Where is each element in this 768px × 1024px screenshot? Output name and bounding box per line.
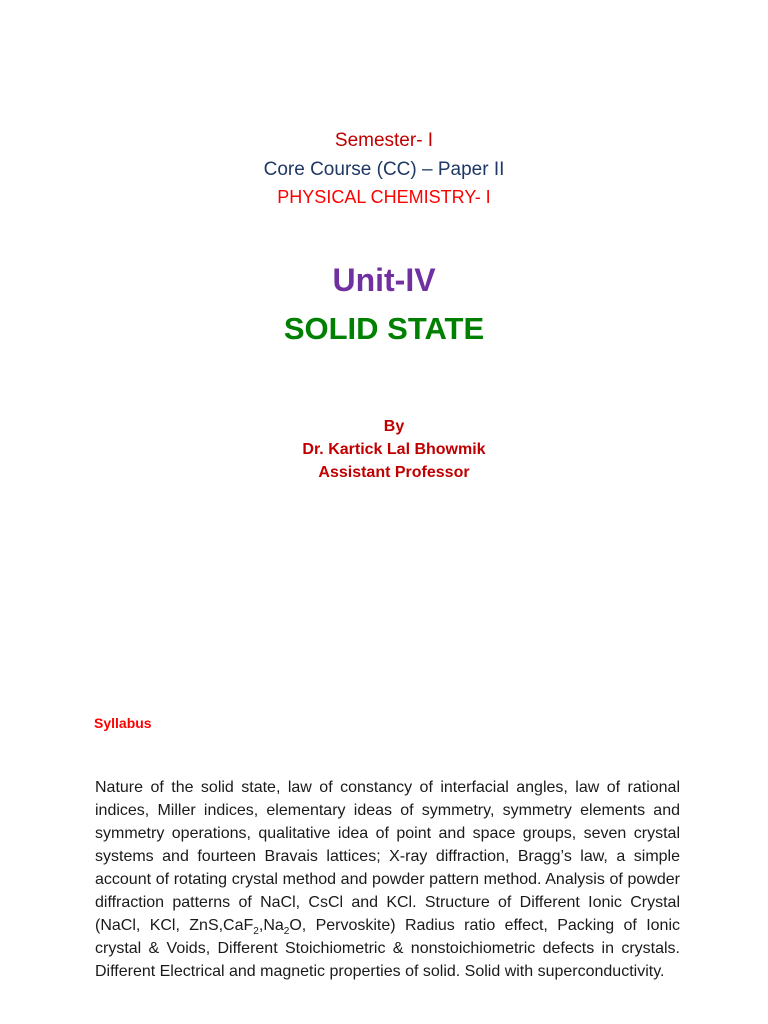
syllabus-text-part3: O, Pervoskite) Radius ratio effect, Packing of Ionic crystal & Voids, Different Stoichiometric & nonstoichiometric defects in crystals. Different Electrical and magnetic properties of solid. Solid with superconductivity. — [95, 917, 681, 980]
author-designation: Assistant Professor — [318, 464, 470, 481]
syllabus-text-na: Na — [263, 917, 284, 934]
syllabus-text-part1: Nature of the solid state, law of constancy of interfacial angles, law of rational indices, Miller indices, elementary ideas of symmetry, symmetry elements and symmetry operations, qualitative idea of point and space groups, seven crystal systems and fourteen Bravais lattices; X-ray diffraction, Bragg’s law, a simple account of rotating crystal method and powder pattern method. Analysis of powder diffraction patterns of NaCl, CsCl and KCl. Structure of Different Ionic Crystal (NaCl, KCl, ZnS,CaF — [95, 779, 680, 934]
subject-label: PHYSICAL CHEMISTRY- I — [277, 187, 491, 207]
syllabus-heading: Syllabus — [94, 715, 152, 731]
author-by: By — [383, 418, 405, 435]
unit-topic: SOLID STATE — [283, 311, 485, 346]
subscript-na2o: 2 — [283, 926, 290, 938]
author-name: Dr. Kartick Lal Bhowmik — [302, 441, 486, 458]
subscript-caf2: 2 — [253, 926, 259, 938]
course-label: Core Course (CC) – Paper II — [263, 159, 505, 180]
syllabus-text — [95, 776, 680, 983]
unit-number: Unit-IV — [332, 262, 436, 298]
semester-label: Semester- I — [334, 130, 434, 151]
syllabus-text-part2: , — [258, 917, 264, 934]
